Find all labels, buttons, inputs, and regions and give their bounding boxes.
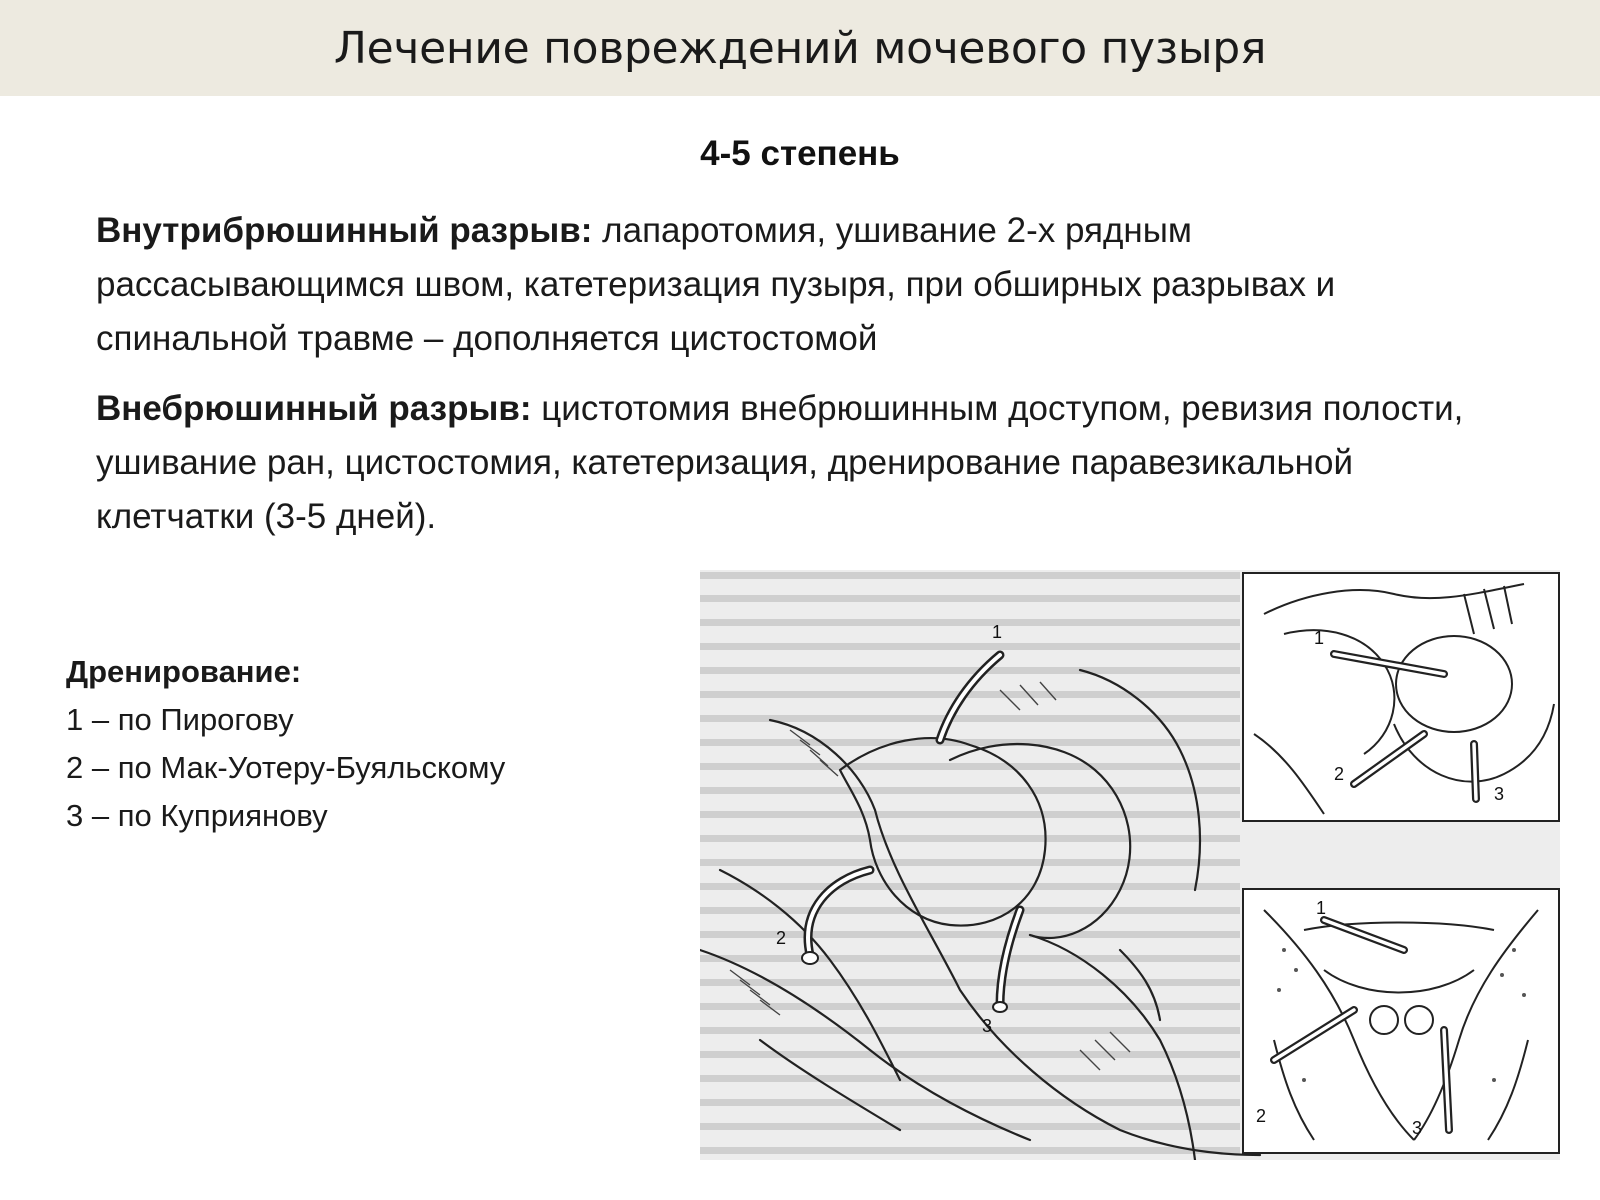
title-bar xyxy=(0,0,1600,96)
drainage-item-pirogov: 1 – по Пирогову xyxy=(66,702,294,737)
inset-top-label-1: 1 xyxy=(1314,628,1325,648)
inset-bottom-label-1: 1 xyxy=(1316,898,1327,918)
main-drain-label-1: 1 xyxy=(992,622,1003,642)
inset-bottom-label-3: 3 xyxy=(1412,1118,1423,1138)
section-heading: 4-5 степень xyxy=(700,134,900,173)
drainage-list xyxy=(66,648,505,840)
inset-top-label-3: 3 xyxy=(1494,784,1505,804)
drainage-heading: Дренирование: xyxy=(66,654,302,689)
intraperitoneal-paragraph xyxy=(96,204,1496,366)
main-drain-label-3: 3 xyxy=(982,1016,993,1036)
inset-top-label-2: 2 xyxy=(1334,764,1345,784)
slide-title: Лечение повреждений мочевого пузыря xyxy=(333,22,1267,74)
extraperitoneal-label: Внебрюшинный разрыв: xyxy=(96,389,532,428)
inset-bottom-drawing xyxy=(1242,888,1560,1154)
drainage-item-mcwhorter: 2 – по Мак-Уотеру-Буяльскому xyxy=(66,750,506,785)
extraperitoneal-paragraph xyxy=(96,382,1496,544)
extraperitoneal-text: цистотомия внебрюшинным доступом, ревизия полости, ушивание ран, цистостомия, катетеризация, дренирование паравезикальной клетчатки (3-5 дней). xyxy=(96,389,1464,536)
intraperitoneal-label: Внутрибрюшинный разрыв: xyxy=(96,211,593,250)
intraperitoneal-text: лапаротомия, ушивание 2-х рядным рассасывающимся швом, катетеризация пузыря, при обширных разрывах и спинальной травме – дополняется цистостомой xyxy=(96,211,1336,358)
inset-bottom-label-2: 2 xyxy=(1256,1106,1267,1126)
drainage-illustration xyxy=(700,570,1560,1160)
inset-top-drawing xyxy=(1242,572,1560,822)
drainage-item-kupriyanov: 3 – по Куприянову xyxy=(66,798,328,833)
main-drain-label-2: 2 xyxy=(776,928,787,948)
